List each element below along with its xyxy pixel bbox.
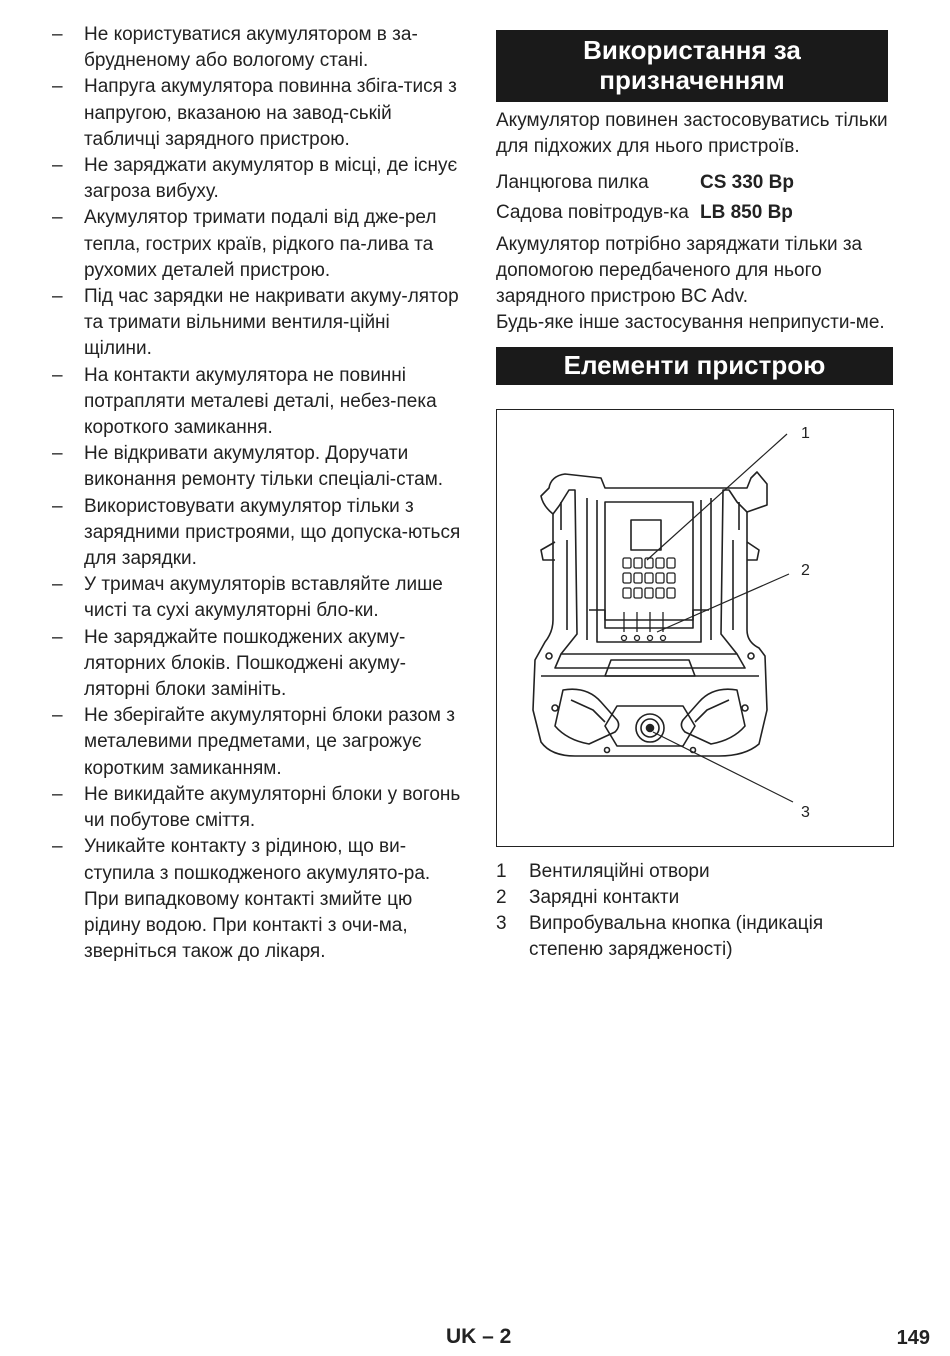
product-name: Садова повітродув-ка [496,201,689,223]
list-item-text: Використовувати акумулятор тільки з зарядними пристроями, що допуска-ються для зарядки. [84,495,461,570]
list-dash: – [52,574,63,596]
list-item [52,153,462,205]
list-item [52,363,462,442]
legend-text: Вентиляційні отвори [529,860,710,882]
legend-number: 3 [496,913,507,935]
product-model: CS 330 Bp [700,172,794,194]
list-item [52,494,462,573]
list-dash: – [52,155,63,177]
product-model: LB 850 Bp [700,201,793,223]
page-number: 149 [896,1327,930,1349]
list-item-text: Під час зарядки не накривати акуму-лятор та тримати вільними вентиля-ційні щілини. [84,286,459,360]
list-item-text: Не заряджати акумулятор в місці, де існує загроза вибуху. [84,155,458,203]
list-item [52,782,462,834]
list-dash: – [52,783,63,805]
battery-illustration [497,410,893,846]
list-item [52,572,462,624]
callout-1: 1 [801,424,810,442]
footer-section-label: UK – 2 [446,1325,512,1348]
list-item [52,22,462,74]
product-row [496,200,906,226]
list-item-text: Напруга акумулятора повинна збіга-тися з напругою, вказаною на завод-ській табличці зарядного пристрою. [84,76,457,150]
intended-use-heading: Використання за призначенням [496,30,888,102]
list-item [52,703,462,782]
list-dash: – [52,626,63,648]
legend-item [496,911,906,963]
legend-number: 2 [496,886,507,908]
product-name: Ланцюгова пилка [496,172,649,194]
callout-2: 2 [801,561,810,579]
legend-text: Зарядні контакти [529,886,680,908]
list-item-text: Не відкривати акумулятор. Доручати виконання ремонту тільки спеціалі-стам. [84,443,444,491]
list-item-text: Не користуватися акумулятором в за-брудненому або вологому стані. [84,24,418,72]
list-item [52,284,462,363]
list-item [52,441,462,493]
list-item [52,625,462,704]
other-use-note: Будь-яке інше застосування неприпусти-ме. [496,312,885,334]
list-item-text: На контакти акумулятора не повинні потрапляти металеві деталі, небез-пека короткого замикання. [84,364,437,439]
list-dash: – [52,76,63,98]
safety-instructions-list [52,22,462,965]
intended-use-intro: Акумулятор повинен застосовуватись тільки для підхожих для нього пристроїв. [496,110,888,158]
right-column [496,30,906,963]
product-row [496,170,906,196]
list-item-text: Не заряджайте пошкоджених акуму-ляторних блоків. Пошкоджені акуму-ляторні блоки замініть. [84,626,406,701]
list-dash: – [52,364,63,386]
charging-note: Акумулятор потрібно заряджати тільки за допомогою передбаченого для нього зарядного пристрою BC Adv. [496,233,863,308]
list-item-text: Не викидайте акумуляторні блоки у вогонь чи побутове сміття. [84,783,461,832]
list-item-text: Уникайте контакту з рідиною, що ви-ступила з пошкодженого акумулято-ра. При випадковому контакті змийте цю рідину водою. При контакті з очи-ма, зверніться також до лікаря. [84,836,431,963]
list-dash: – [52,495,63,517]
legend-number: 1 [496,860,507,882]
legend-item [496,885,906,911]
list-dash: – [52,705,63,727]
legend-item [496,859,906,885]
battery-figure [496,409,894,847]
device-elements-heading: Елементи пристрою [496,347,893,385]
legend-text: Випробувальна кнопка (індикація степеню зарядженості) [529,913,824,961]
list-item-text: У тримач акумуляторів вставляйте лише чисті та сухі акумуляторні бло-ки. [84,574,443,622]
list-dash: – [52,207,63,229]
list-item-text: Акумулятор тримати подалі від дже-рел тепла, гострих країв, рідкого па-лива та рухомих деталей пристрою. [84,207,437,281]
list-dash: – [52,286,63,308]
list-dash: – [52,836,63,858]
callout-3: 3 [801,803,810,821]
list-dash: – [52,443,63,465]
list-item [52,74,462,153]
list-dash: – [52,24,63,45]
figure-legend [496,859,906,964]
list-item [52,834,462,965]
list-item-text: Не зберігайте акумуляторні блоки разом з металевими предметами, це загрожує коротким замиканням. [84,705,455,779]
list-item [52,205,462,284]
